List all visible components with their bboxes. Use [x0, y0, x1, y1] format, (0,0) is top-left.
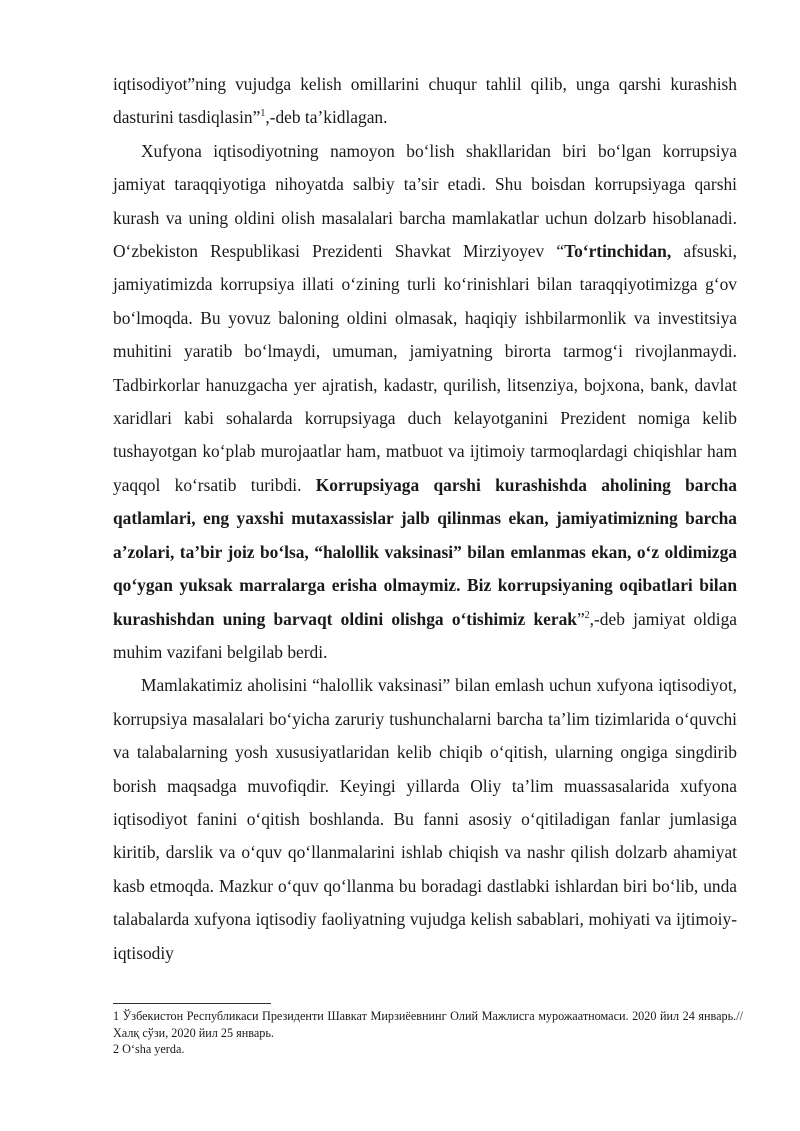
footnote-1-text: Ўзбекистон Республикаси Президенти Шавкат Мирзиёевнинг Олий Мажлисга мурожаатномаси. 2020 йил 24 январь.//Халқ сўзи, 2020 йил 25 январь.	[113, 1009, 743, 1040]
paragraph-3	[113, 669, 737, 970]
paragraph-2-bold-1: To‘rtinchidan,	[564, 241, 672, 262]
paragraph-2-bold-2: Korrupsiyaga qarshi kurashishda aholining barcha qatlamlari, eng yaxshi mutaxassislar jalb qilinmas ekan, jamiyatimizning barcha a’zolari, ta’bir joiz bo‘lsa, “halollik vaksinasi” bilan emlanmas ekan, o‘z oldimizga qo‘ygan yuksak marralarga erisha olmaymiz. Biz korrupsiyaning oqibatlari bilan kurashishdan uning barvaqt oldini olishga o‘tishimiz kerak	[113, 474, 737, 629]
footnote-2-text: O‘sha yerda.	[122, 1042, 185, 1056]
footnote-1	[113, 1008, 743, 1041]
footnote-ref-2[interactable]: 2	[584, 609, 590, 621]
footnote-ref-1[interactable]: 1	[260, 108, 266, 120]
document-body	[113, 68, 737, 970]
footnote-2-number: 2	[113, 1042, 120, 1056]
footnote-separator	[113, 1003, 271, 1004]
paragraph-2-tail: ,-deb jamiyat oldiga muhim vazifani belgilab berdi.	[113, 608, 737, 662]
paragraph-2-text-2: afsuski, jamiyatimizda korrupsiya illati o‘zining turli ko‘rinishlari bilan taraqqiyotimizga g‘ov bo‘lmoqda. Bu yovuz baloning oldini olmasak, haqiqiy ishbilarmonlik va investitsiya muhitini yaratib bo‘lmaydi, umuman, jamiyatning birorta tarmog‘i rivojlanmaydi. Tadbirkorlar hanuzgacha yer ajratish, kadastr, qurilish, litsenziya, bojxona, bank, davlat xaridlari kabi sohalarda korrupsiyaga duch kelayotganini Prezident nomiga kelib tushayotgan ko‘plab murojaatlar ham, matbuot va ijtimoiy tarmoqlardagi chiqishlar ham yaqqol ko‘rsatib turibdi.	[113, 241, 737, 495]
footnote-1-number: 1	[113, 1009, 120, 1023]
paragraph-1	[113, 68, 737, 135]
paragraph-2-text-3: ”	[576, 608, 585, 629]
paragraph-1-text: iqtisodiyot”ning vujudga kelish omillarini chuqur tahlil qilib, unga qarshi kurashish dasturini tasdiqlasin”	[113, 74, 737, 128]
footnotes	[113, 1008, 743, 1058]
paragraph-1-tail: ,-deb ta’kidlagan.	[265, 107, 388, 128]
paragraph-2-text: Xufyona iqtisodiyotning namoyon bo‘lish shakllaridan biri bo‘lgan korrupsiya jamiyat taraqqiyotiga nihoyatda salbiy ta’sir etadi. Shu boisdan korrupsiyaga qarshi kurash va uning oldini olish masalalari barcha mamlakatlar uchun dolzarb hisoblanadi. O‘zbekiston Respublikasi Prezidenti Shavkat Mirziyoyev “	[113, 140, 737, 262]
paragraph-3-text: Mamlakatimiz aholisini “halollik vaksinasi” bilan emlash uchun xufyona iqtisodiyot, korrupsiya masalalari bo‘yicha zaruriy tushunchalarni barcha ta’lim tizimlarida o‘quvchi va talabalarning yosh xususiyatlaridan kelib chiqib o‘qitish, ularning ongiga singdirib borish maqsadga muvofiqdir. Keyingi yillarda Oliy ta’lim muassasalarida xufyona iqtisodiyot fanini o‘qitish boshlanda. Bu fanni asosiy o‘qitiladigan fanlar jumlasiga kiritib, darslik va o‘quv qo‘llanmalarini ishlab chiqish va nashr qilish dolzarb ahamiyat kasb etmoqda. Mazkur o‘quv qo‘llanma bu boradagi dastlabki ishlardan biri bo‘lib, unda talabalarda xufyona iqtisodiy faoliyatning vujudga kelish sabablari, mohiyati va ijtimoiy-iqtisodiy	[113, 675, 737, 963]
footnote-2	[113, 1041, 743, 1058]
paragraph-2	[113, 135, 737, 670]
